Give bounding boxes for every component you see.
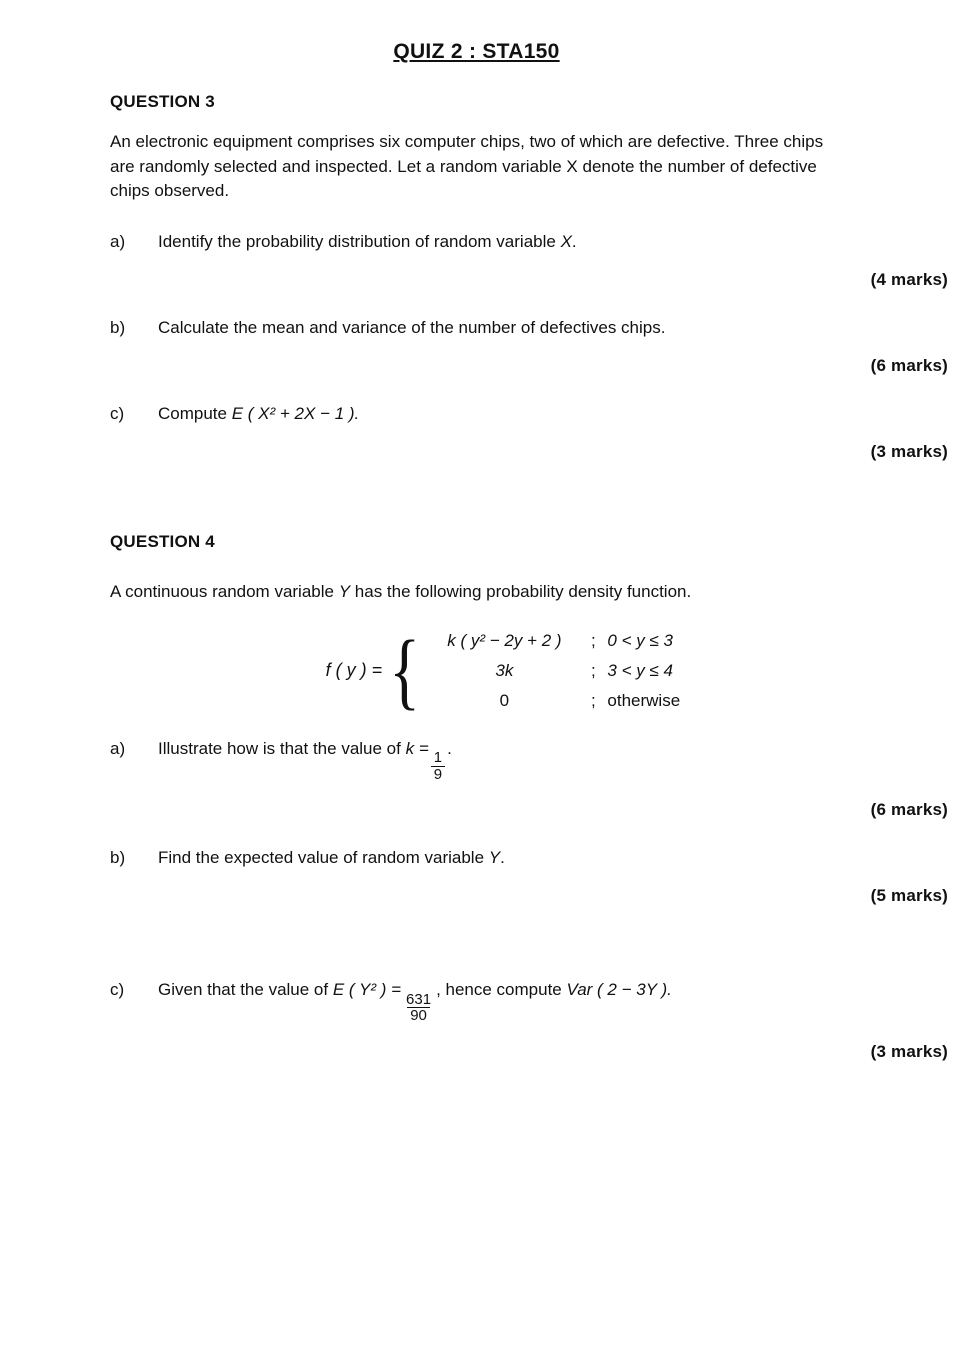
part-label: c) — [110, 403, 125, 423]
page-title: QUIZ 2 : STA150 — [393, 40, 560, 63]
part-label: a) — [110, 231, 126, 251]
question-3-heading: QUESTION 3 — [110, 92, 215, 111]
pdf-expression: 0 — [499, 690, 510, 710]
marks-4c: (3 marks) — [870, 1042, 948, 1062]
part-a-text: Illustrate how is that the value of — [158, 738, 401, 758]
pdf-separator: ; — [591, 660, 596, 680]
pdf-formula — [110, 622, 953, 718]
question-4-part-b — [110, 848, 953, 868]
part-a-text: Identify the probability distribution of random variable — [158, 231, 556, 251]
random-variable-y: Y — [488, 848, 501, 868]
fraction-631-90 — [403, 992, 434, 1025]
part-label: b) — [110, 317, 126, 337]
document-body — [110, 64, 953, 1062]
part-c-middle-text: , hence compute — [436, 980, 562, 1000]
part-text — [158, 232, 953, 252]
part-b-text: Find the expected value of random variable — [158, 848, 485, 868]
expectation-expression: E ( X² + 2X − 1 ). — [231, 403, 360, 423]
marks-4a: (6 marks) — [870, 800, 948, 820]
part-c-text: Compute — [158, 403, 227, 423]
question-3-part-b — [110, 318, 953, 338]
stem-before: A continuous random variable — [110, 581, 334, 601]
pdf-condition: otherwise — [607, 690, 681, 710]
part-a-period: . — [447, 738, 452, 758]
marks-3b: (6 marks) — [870, 355, 948, 375]
pdf-cases — [429, 631, 737, 711]
fraction-denominator: 90 — [407, 1007, 430, 1024]
part-b-period: . — [500, 848, 505, 868]
pdf-case-row — [429, 691, 737, 711]
left-brace-icon: { — [389, 622, 421, 718]
expectation-y-squared: E ( Y² ) = — [332, 980, 402, 1000]
fraction-numerator: 1 — [433, 748, 443, 766]
question-3-part-c — [110, 404, 953, 424]
fraction-numerator: 631 — [406, 990, 432, 1008]
variance-expression: Var ( 2 − 3Y ). — [566, 980, 672, 1000]
marks-4b: (5 marks) — [870, 886, 948, 906]
question-3-part-a — [110, 232, 953, 252]
pdf-separator: ; — [591, 630, 596, 650]
question-4-stem — [110, 580, 840, 605]
question-4-part-a — [110, 739, 953, 783]
pdf-lhs: f ( y ) = — [325, 660, 383, 681]
fraction-denominator: 9 — [431, 766, 445, 783]
random-variable-y: Y — [338, 581, 351, 601]
pdf-case-row — [429, 631, 737, 651]
pdf-condition: 3 < y ≤ 4 — [607, 660, 673, 680]
question-4-part-c — [110, 980, 953, 1024]
pdf-condition: 0 < y ≤ 3 — [607, 630, 673, 650]
part-a-period: . — [571, 231, 577, 251]
document-page — [0, 40, 953, 1368]
random-variable-x: X — [560, 231, 572, 251]
pdf-case-row — [429, 661, 737, 681]
stem-after: has the following probability density function. — [354, 581, 692, 601]
pdf-expression: k ( y² − 2y + 2 ) — [447, 630, 562, 650]
part-c-text: Given that the value of — [158, 980, 329, 1000]
fraction-one-ninth — [431, 750, 445, 783]
k-symbol: k = — [405, 738, 429, 758]
part-label: c) — [110, 980, 125, 1000]
marks-3c: (3 marks) — [870, 441, 948, 461]
part-label: b) — [110, 848, 126, 868]
part-label: a) — [110, 738, 126, 758]
pdf-separator: ; — [591, 690, 596, 710]
marks-3a: (4 marks) — [870, 269, 948, 289]
question-3-stem: An electronic equipment comprises six computer chips, two of which are defective. Three chips are randomly selected and inspected. Let a random variable X denote the number of defective chips observed. — [110, 132, 824, 201]
pdf-expression: 3k — [495, 660, 514, 680]
question-4-heading: QUESTION 4 — [110, 531, 215, 551]
part-b-text: Calculate the mean and variance of the number of defectives chips. — [158, 317, 666, 337]
